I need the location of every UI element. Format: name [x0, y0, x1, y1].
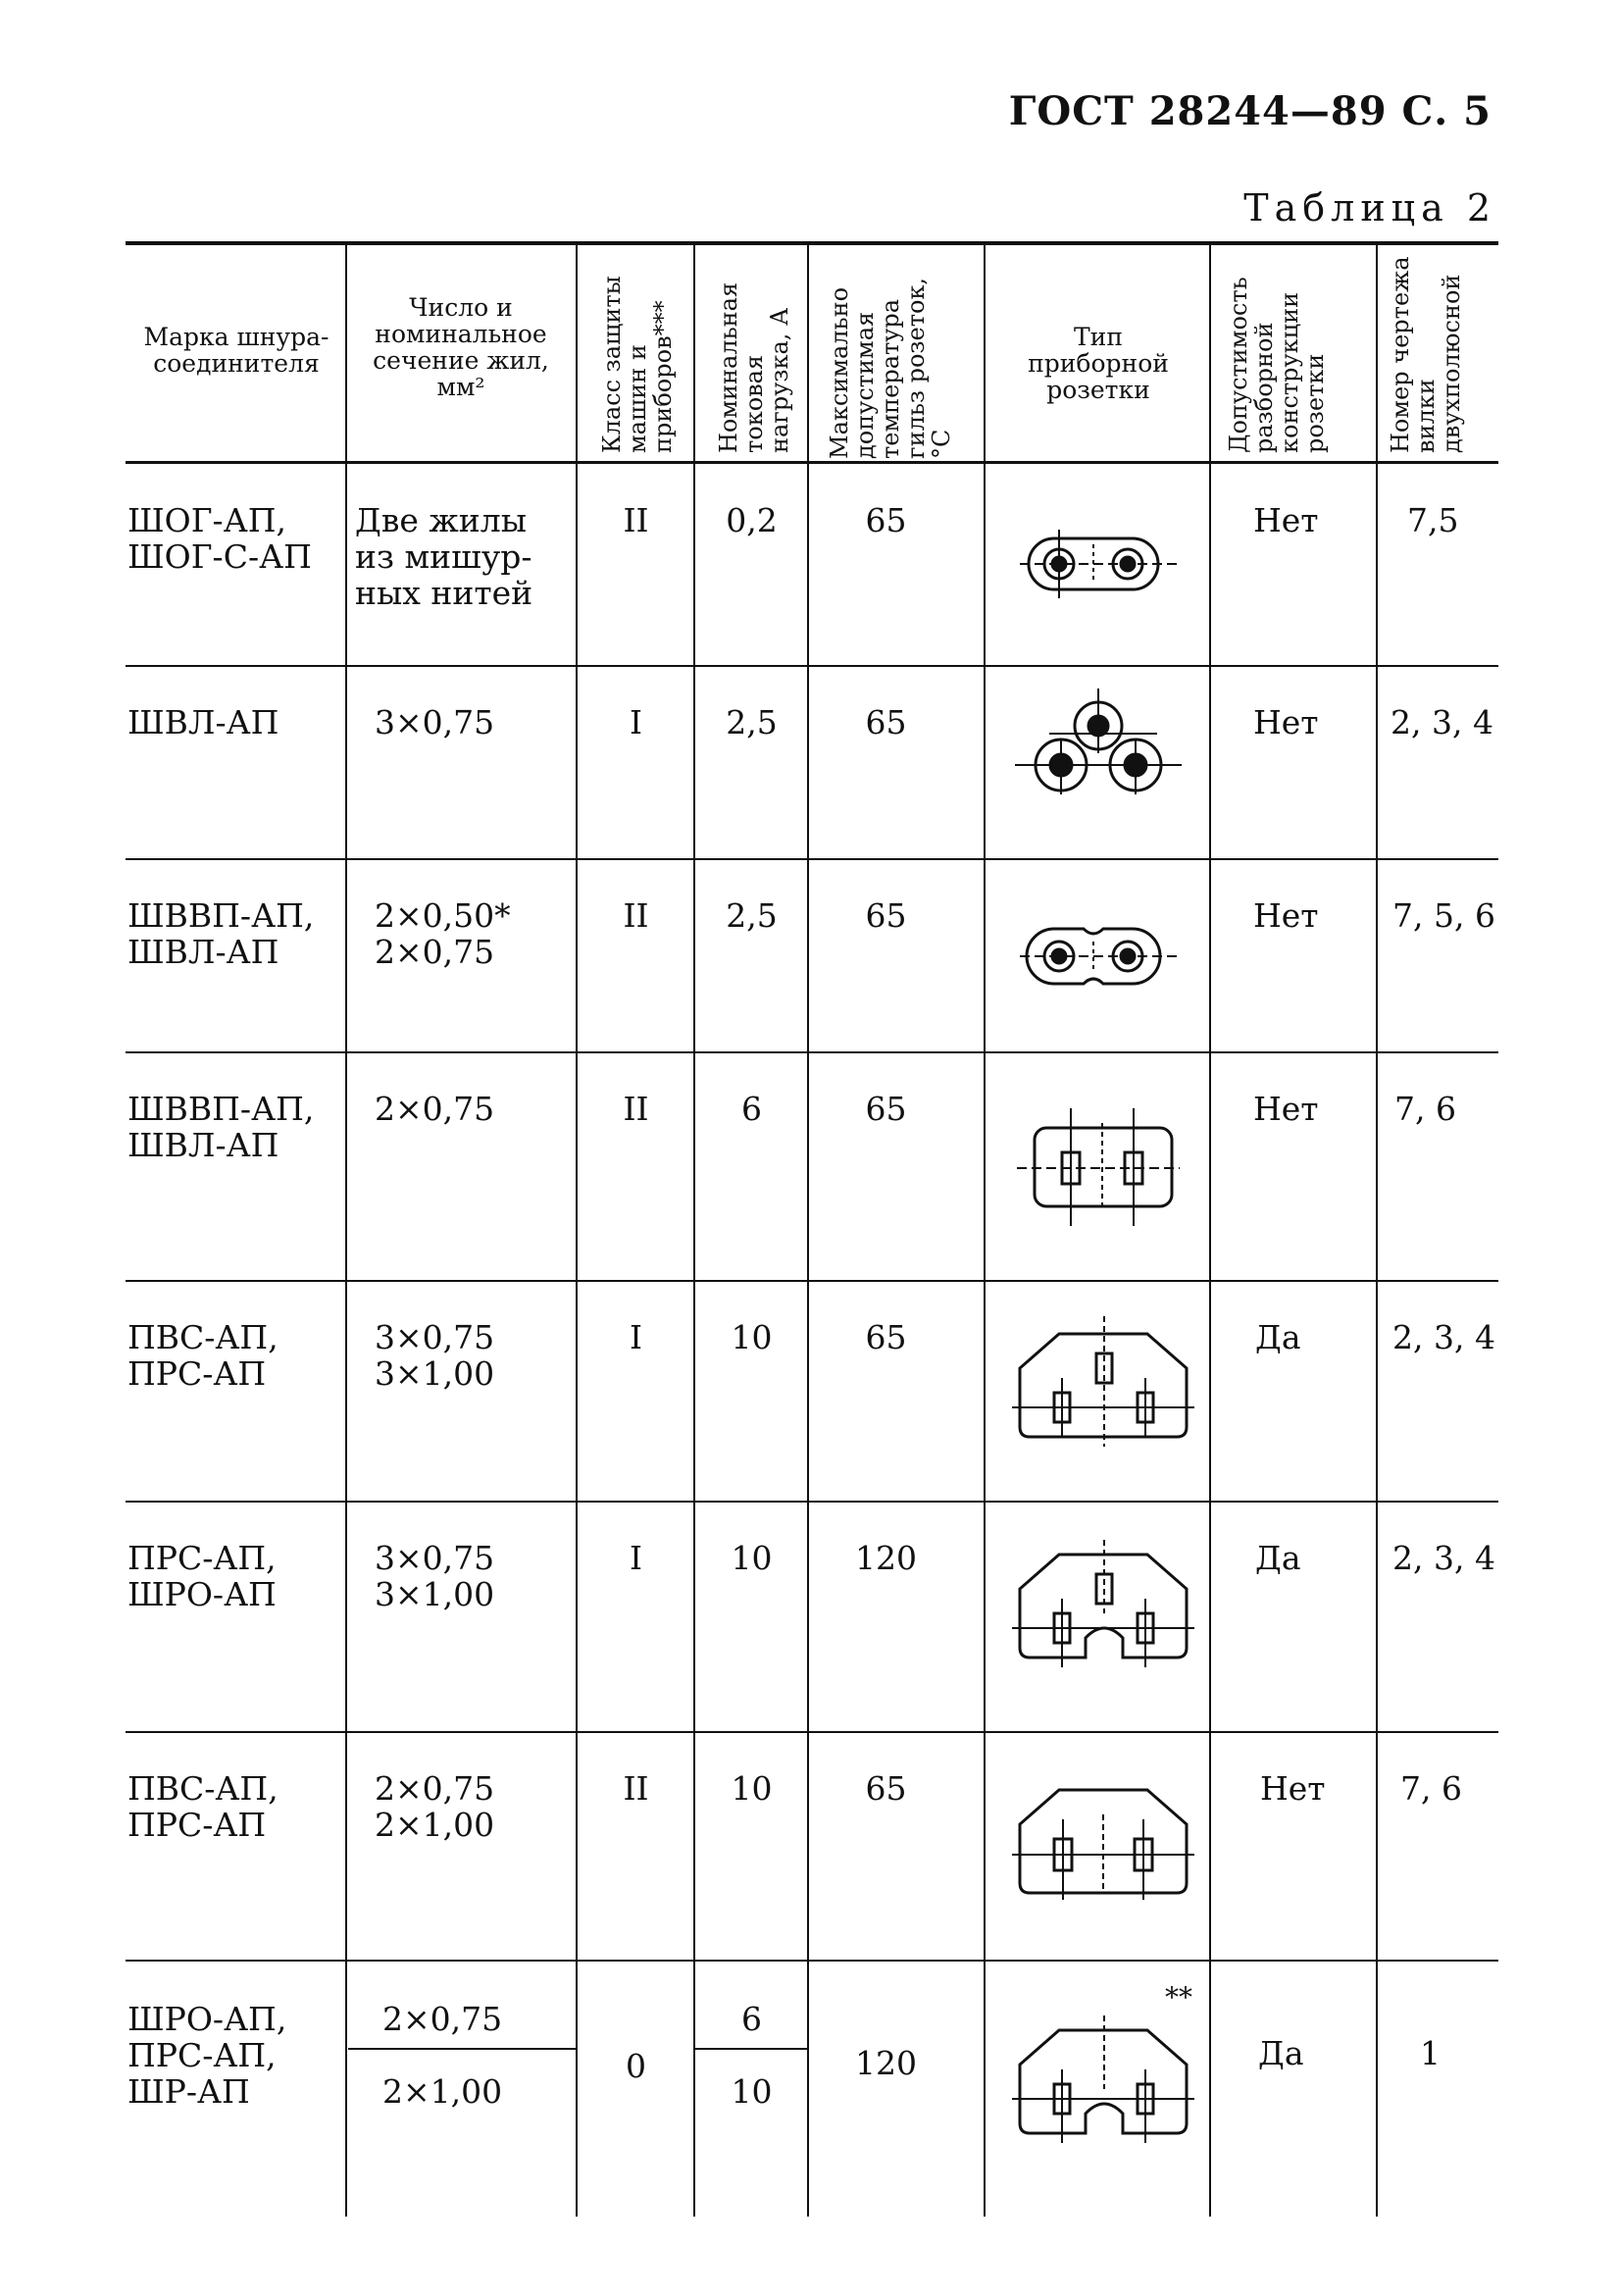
cell-drawing: 2, 3, 4 [1392, 1539, 1495, 1577]
cell-drawing: 7, 6 [1400, 1769, 1462, 1808]
cell-class: 0 [626, 2047, 646, 2085]
cell-current: 10 [731, 1318, 773, 1356]
row-separator [126, 1731, 1498, 1733]
cell-mark: ПВС-АП, ПРС-АП [127, 1769, 278, 1844]
socket-type-a-icon [1015, 525, 1182, 603]
col-header-section: Число и номинальное сечение жил, мм² [373, 293, 549, 401]
cell-disassembly: Да [1255, 1318, 1301, 1356]
cell-class: I [629, 703, 643, 741]
cell-section: 3×0,75 [375, 703, 495, 741]
cell-current-top: 6 [741, 2000, 762, 2038]
cell-temp: 65 [865, 1318, 907, 1356]
row-separator [126, 1960, 1498, 1962]
col-header-mark: Марка шнура-соединителя [143, 323, 329, 378]
cell-mark: ПРС-АП, ШРО-АП [127, 1539, 277, 1613]
cell-mark: ШВЛ-АП [127, 703, 279, 741]
col-divider [1376, 245, 1378, 2217]
cell-section: Две жилы из мишур- ных нитей [355, 501, 533, 612]
cell-current: 10 [731, 1539, 773, 1577]
socket-type-f-icon [1010, 1540, 1196, 1677]
cell-disassembly: Нет [1253, 896, 1319, 935]
col-divider [984, 245, 986, 2217]
cell-split-line [348, 2048, 576, 2050]
cell-class: I [629, 1539, 643, 1577]
cell-drawing: 7, 5, 6 [1392, 896, 1495, 935]
cell-disassembly: Нет [1253, 1090, 1319, 1128]
cell-temp: 65 [865, 896, 907, 935]
cell-class: II [623, 501, 649, 539]
cell-current: 10 [731, 1769, 773, 1808]
cell-mark: ШОГ-АП, ШОГ-С-АП [127, 501, 312, 576]
cell-current-bottom: 10 [731, 2072, 773, 2111]
cell-section: 3×0,75 3×1,00 [375, 1318, 495, 1393]
cell-section-top: 2×0,75 [382, 2000, 503, 2038]
cell-drawing: 7,5 [1407, 501, 1459, 539]
table-top-rule [126, 241, 1498, 245]
col-header-drawing: Номер чертежа вилки двухполюсной [1387, 256, 1465, 453]
cell-current: 2,5 [726, 703, 778, 741]
cell-class: II [623, 1090, 649, 1128]
col-divider [576, 245, 578, 2217]
cell-section: 2×0,50* 2×0,75 [375, 896, 511, 971]
row-separator [126, 1280, 1498, 1282]
col-header-current: Номинальная токовая нагрузка, А [715, 281, 793, 453]
cell-temp: 120 [855, 2044, 917, 2082]
cell-drawing: 7, 6 [1394, 1090, 1456, 1128]
cell-disassembly: Нет [1253, 703, 1319, 741]
table-caption: Таблица 2 [1243, 186, 1496, 230]
row-separator [126, 858, 1498, 860]
cell-current: 0,2 [726, 501, 778, 539]
row-separator [126, 1501, 1498, 1503]
header-bottom-rule [126, 461, 1498, 464]
cell-disassembly: Да [1255, 1539, 1301, 1577]
row-separator [126, 665, 1498, 667]
socket-type-b-icon [1010, 687, 1187, 814]
cell-disassembly: Да [1258, 2034, 1304, 2072]
col-header-class: Класс защиты машин и приборов*** [598, 276, 677, 453]
cell-section: 3×0,75 3×1,00 [375, 1539, 495, 1613]
col-divider [1209, 245, 1211, 2217]
row-separator [126, 1051, 1498, 1053]
cell-temp: 65 [865, 501, 907, 539]
cell-split-line [693, 2048, 807, 2050]
cell-class: II [623, 1769, 649, 1808]
cell-drawing: 2, 3, 4 [1391, 703, 1493, 741]
cell-temp: 65 [865, 1769, 907, 1808]
socket-type-g-icon [1010, 1780, 1196, 1908]
col-header-socket-type: Тип приборной розетки [1028, 323, 1169, 404]
footnote-marker: ** [1165, 1981, 1192, 2014]
cell-class: II [623, 896, 649, 935]
cell-section-bottom: 2×1,00 [382, 2072, 503, 2111]
cell-mark: ПВС-АП, ПРС-АП [127, 1318, 278, 1393]
cell-mark: ШРО-АП, ПРС-АП, ШР-АП [127, 2000, 287, 2111]
cell-temp: 65 [865, 1090, 907, 1128]
cell-disassembly: Нет [1253, 501, 1319, 539]
col-divider [693, 245, 695, 2217]
col-header-disassembly: Допустимость разборной конструкции розетки [1225, 277, 1329, 453]
cell-section: 2×0,75 [375, 1090, 495, 1128]
cell-class: I [629, 1318, 643, 1356]
socket-type-c-icon [1015, 917, 1182, 995]
cell-drawing: 2, 3, 4 [1392, 1318, 1495, 1356]
socket-type-e-icon [1010, 1314, 1196, 1452]
cell-temp: 65 [865, 703, 907, 741]
document-reference: ГОСТ 28244—89 С. 5 [1008, 88, 1492, 134]
cell-mark: ШВВП-АП, ШВЛ-АП [127, 1090, 315, 1164]
col-divider [345, 245, 347, 2217]
col-divider [807, 245, 809, 2217]
cell-temp: 120 [855, 1539, 917, 1577]
cell-current: 2,5 [726, 896, 778, 935]
col-header-temp: Максимально допустимая температура гильз розеток, °С [826, 277, 955, 459]
socket-type-h-icon [1010, 2015, 1196, 2153]
cell-current: 6 [741, 1090, 762, 1128]
cell-drawing: 1 [1420, 2034, 1441, 2072]
cell-mark: ШВВП-АП, ШВЛ-АП [127, 896, 315, 971]
socket-type-d-icon [1015, 1103, 1182, 1231]
cell-disassembly: Нет [1260, 1769, 1326, 1808]
cell-section: 2×0,75 2×1,00 [375, 1769, 495, 1844]
